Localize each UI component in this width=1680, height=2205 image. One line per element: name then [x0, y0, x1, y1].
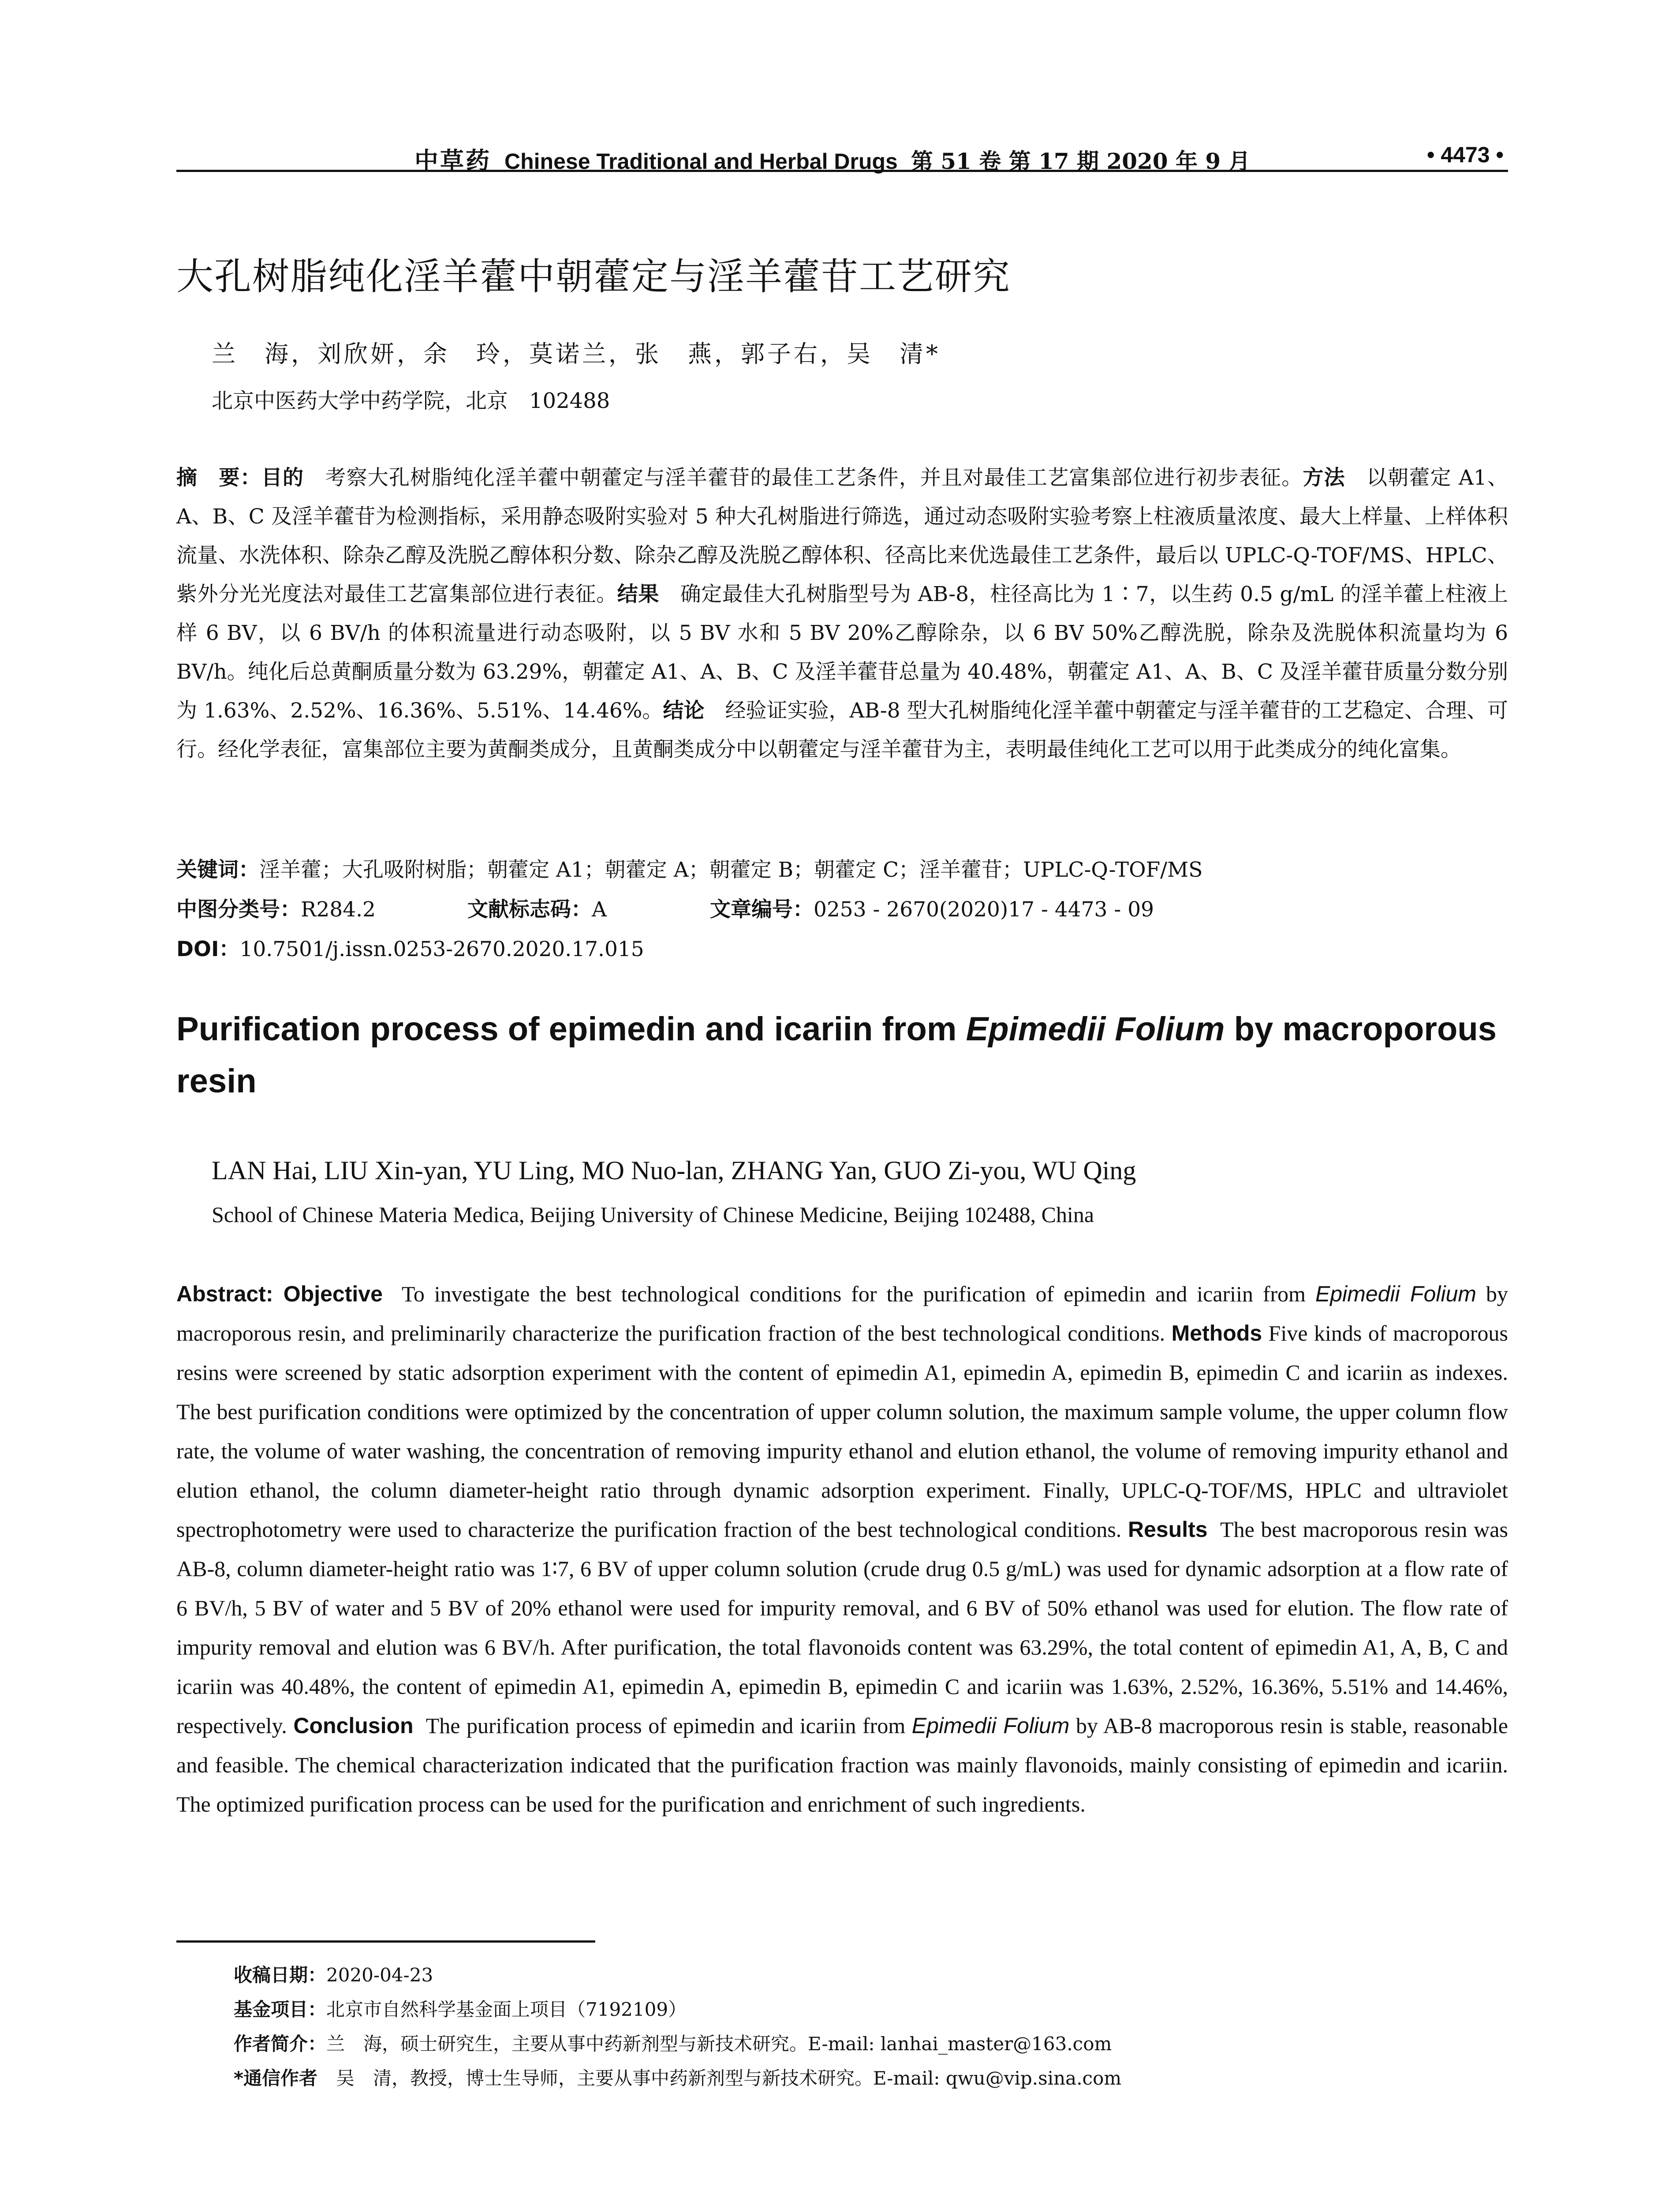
cn-objective: 考察大孔树脂纯化淫羊藿中朝藿定与淫羊藿苷的最佳工艺条件，并且对最佳工艺富集部位进行初步表征。 — [325, 466, 1303, 490]
footnote-fund — [234, 1992, 1512, 2027]
cn-results-label: 结果 — [617, 582, 659, 606]
en-methods-label: Methods — [1171, 1321, 1262, 1345]
footnote-author — [234, 2027, 1512, 2061]
en-methods: Five kinds of macroporous resins were screened by static adsorption experiment with the content of epimedin A1, epimedin A, epimedin B, epimedin C and icariin as indexes. The best purification conditions were optimized by the concentration of upper column solution, the maximum sample volume, the upper column flow rate, the volume of water washing, the concentration of removing impurity ethanol and elution ethanol, the volume of removing impurity ethanol and elution ethanol, the column diameter-height ratio through dynamic adsorption experiment. Finally, UPLC-Q-TOF/MS, HPLC and ultraviolet spectrophotometry were used to characterize the purification fraction of the best technological conditions. — [176, 1321, 1508, 1542]
cn-keywords-label: 关键词： — [176, 858, 259, 882]
en-abstract-label: Abstract: Objective — [176, 1282, 383, 1306]
corresponding-label: *通信作者 — [234, 2067, 317, 2089]
footnotes — [234, 1958, 1512, 2096]
journal-logo-cn: 中草药 — [414, 146, 491, 175]
en-title-part-b: by macroporous resin — [176, 1010, 1497, 1100]
footnote-corresponding — [234, 2061, 1512, 2096]
en-title-italic: Epimedii Folium — [966, 1010, 1225, 1048]
en-results: The best macroporous resin was AB-8, column diameter-height ratio was 1∶7, 6 BV of upper column solution (crude drug 0.5 g/mL) was used for dynamic adsorption at a flow rate of 6 BV/h, 5 BV of water and 5 BV of 20% ethanol were used for impurity removal, and 6 BV of 50% ethanol was used for elution. The flow rate of impurity removal and elution was 6 BV/h. After purification, the total flavonoids content was 63.29%, the total content of epimedin A1, A, B, C and icariin was 40.48%, the content of epimedin A1, epimedin A, epimedin B, epimedin C and icariin was 1.63%, 2.52%, 16.36%, 5.51% and 14.46%, respectively. — [176, 1517, 1508, 1738]
en-conclusion-italic: Epimedii Folium — [911, 1713, 1070, 1738]
doi-label: DOI： — [176, 937, 240, 961]
en-conclusion-a: The purification process of epimedin and icariin from — [426, 1713, 912, 1738]
author-bio-label: 作者简介： — [234, 2033, 327, 2055]
en-conclusion-b: by AB-8 macroporous resin is stable, reasonable and feasible. The chemical characterization indicated that the purification fraction was mainly flavonoids, mainly consisting of epimedin and icariin. The optimized purification process can be used for the purification and enrichment of such ingredients. — [176, 1713, 1508, 1816]
footnote-rule — [176, 1940, 595, 1943]
cn-methods: 以朝藿定 A1、A、B、C 及淫羊藿苷为检测指标，采用静态吸附实验对 5 种大孔树脂进行筛选，通过动态吸附实验考察上柱液质量浓度、最大上样量、上样体积流量、水洗体积、除杂乙醇及洗脱乙醇体积分数、除杂乙醇及洗脱乙醇体积、径高比来优选最佳工艺条件，最后以 UPLC-Q-TOF/MS、HPLC、紫外分光光度法对最佳工艺富集部位进行表征。 — [176, 466, 1508, 606]
received-value: 2020-04-23 — [326, 1964, 433, 1986]
en-title — [176, 1003, 1508, 1107]
en-authors: LAN Hai, LIU Xin-yan, YU Ling, MO Nuo-lan, ZHANG Yan, GUO Zi-you, WU Qing — [212, 1156, 1136, 1185]
article-no-label: 文章编号： — [710, 897, 814, 922]
en-objective-a: To investigate the best technological conditions for the purification of epimedin and icariin from — [401, 1282, 1315, 1306]
doccode-value: A — [592, 897, 607, 922]
issue-info: 第 51 卷 第 17 期 2020 年 9 月 — [911, 148, 1251, 174]
en-abstract — [176, 1274, 1508, 1824]
en-results-label: Results — [1127, 1517, 1208, 1542]
cn-conclusion: 经验证实验，AB-8 型大孔树脂纯化淫羊藿中朝藿定与淫羊藿苷的工艺稳定、合理、可行。经化学表征，富集部位主要为黄酮类成分，且黄酮类成分中以朝藿定与淫羊藿苷为主，表明最佳纯化工艺可以用于此类成分的纯化富集。 — [176, 699, 1508, 762]
en-objective-italic: Epimedii Folium — [1315, 1282, 1477, 1306]
en-conclusion-label: Conclusion — [293, 1713, 414, 1738]
en-objective-b: by macroporous resin, and preliminarily characterize the purification fraction of the best technological conditions. — [176, 1282, 1508, 1345]
clc-label: 中图分类号： — [176, 897, 301, 922]
cn-title: 大孔树脂纯化淫羊藿中朝藿定与淫羊藿苷工艺研究 — [176, 255, 1011, 298]
cn-classification — [176, 893, 1508, 923]
cn-authors: 兰 海，刘欣妍，余 玲，莫诺兰，张 燕，郭子右，吴 清* — [212, 340, 941, 368]
cn-methods-label: 方法 — [1303, 466, 1345, 490]
footnote-received — [234, 1958, 1512, 1992]
cn-keywords — [176, 853, 1508, 883]
doi-value: 10.7501/j.issn.0253-2670.2020.17.015 — [239, 937, 644, 961]
running-header — [176, 132, 1508, 175]
author-bio-value: 兰 海，硕士研究生，主要从事中药新剂型与新技术研究。E-mail: lanhai_master@163.com — [326, 2033, 1112, 2055]
doccode-label: 文献标志码： — [467, 897, 592, 922]
received-label: 收稿日期： — [234, 1964, 327, 1986]
cn-results: 确定最佳大孔树脂型号为 AB-8，柱径高比为 1∶7，以生药 0.5 g/mL 的淫羊藿上柱液上样 6 BV，以 6 BV/h 的体积流量进行动态吸附，以 5 BV 水和 5 BV 20%乙醇除杂，以 6 BV 50%乙醇洗脱，除杂及洗脱体积流量均为 6 BV/h。纯化后总黄酮质量分数为 63.29%，朝藿定 A1、A、B、C 及淫羊藿苷总量为 40.48%，朝藿定 A1、A、B、C 及淫羊藿苷质量分数分别为 1.63%、2.52%、16.36%、5.51%、14.46%。 — [176, 582, 1508, 723]
journal-name-en: Chinese Traditional and Herbal Drugs — [504, 149, 898, 174]
corresponding-value: 吴 清，教授，博士生导师，主要从事中药新剂型与新技术研究。E-mail: qwu@vip.sina.com — [317, 2067, 1122, 2089]
en-affiliation: School of Chinese Materia Medica, Beijing University of Chinese Medicine, Beijing 102488, China — [212, 1202, 1094, 1227]
clc-value: R284.2 — [301, 897, 376, 922]
fund-label: 基金项目： — [234, 1999, 327, 2020]
cn-keywords-text: 淫羊藿；大孔吸附树脂；朝藿定 A1；朝藿定 A；朝藿定 B；朝藿定 C；淫羊藿苷；UPLC-Q-TOF/MS — [259, 858, 1203, 882]
cn-conclusion-label: 结论 — [663, 699, 705, 723]
cn-abstract — [176, 459, 1508, 769]
fund-value: 北京市自然科学基金面上项目（7192109） — [326, 1999, 687, 2020]
en-title-part-a: Purification process of epimedin and icariin from — [176, 1010, 966, 1048]
cn-abstract-label: 摘 要：目的 — [176, 466, 304, 490]
article-no-value: 0253 - 2670(2020)17 - 4473 - 09 — [814, 897, 1154, 922]
cn-affiliation: 北京中医药大学中药学院，北京 102488 — [212, 389, 610, 413]
page-number: • 4473 • — [1426, 142, 1504, 167]
doi-line — [176, 933, 1508, 962]
